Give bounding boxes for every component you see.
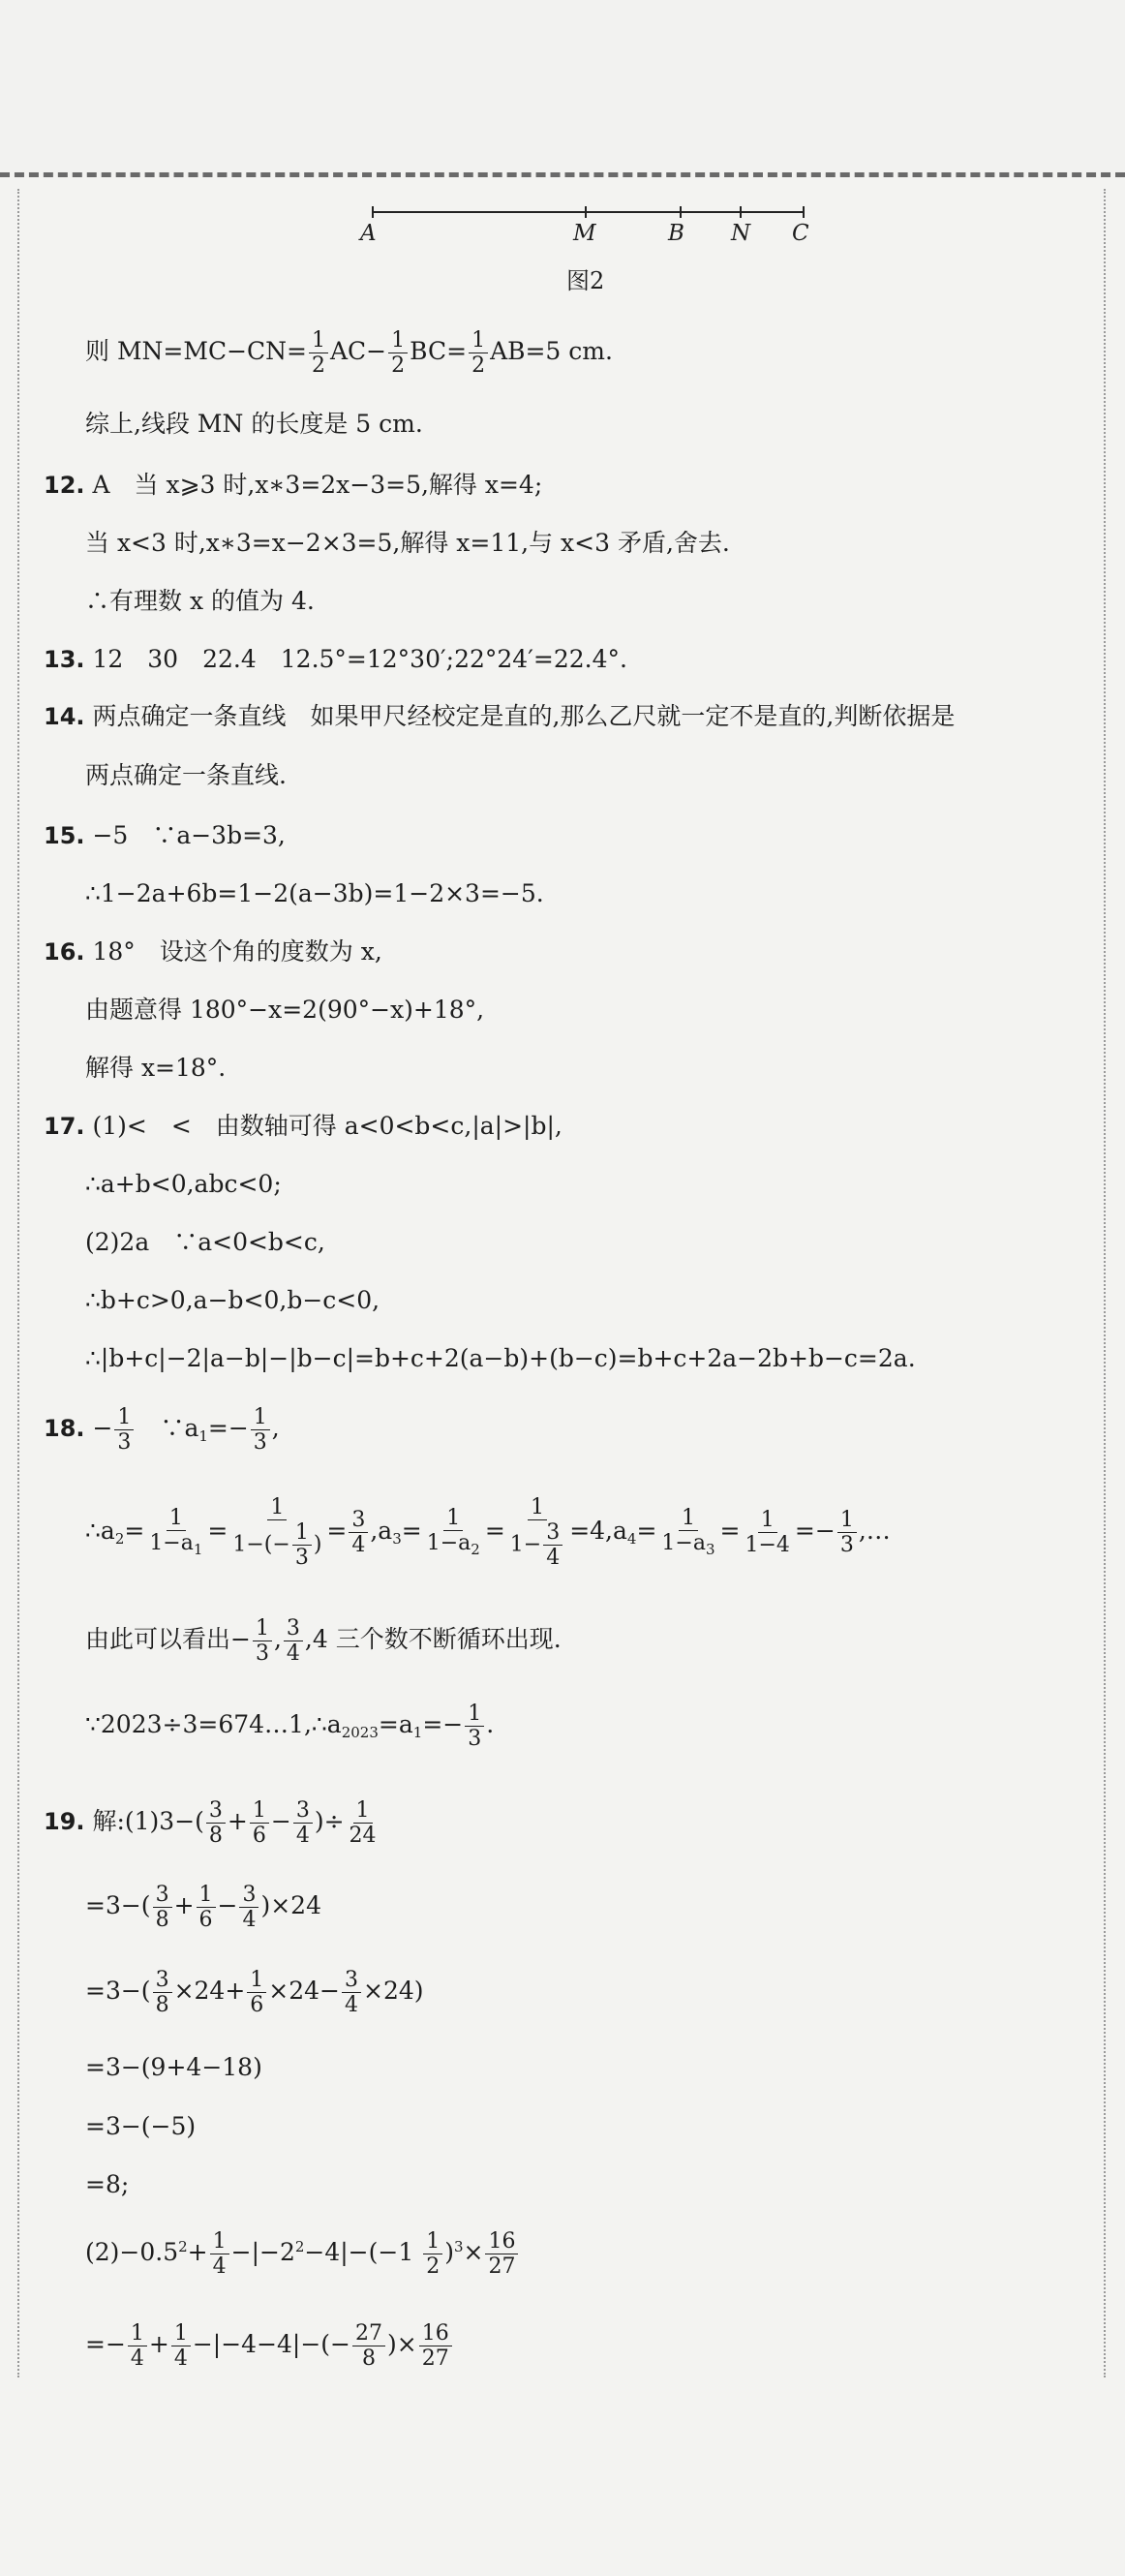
line-mn-conclusion: 综上,线段 MN 的长度是 5 cm. (85, 410, 423, 438)
point-label-n: N (731, 221, 751, 246)
point-label-a: A (360, 221, 377, 246)
q19-line-h: =− $\frac{1}{4}$ + $\frac{1}{4}$ −|−4−4|−(− $\frac{27}{8}$ )× $\frac{16}{27}$ (85, 2322, 454, 2370)
figure-caption: 图2 (566, 267, 605, 294)
q19-line-b: =3−( $\frac{3}{8}$ + $\frac{1}{6}$ − $\frac{3}{4}$ )×24 (85, 1883, 321, 1933)
q17-line-b: ∴a+b<0,abc<0; (85, 1170, 282, 1198)
q19-line-c: =3−( $\frac{3}{8}$ ×24+ $\frac{1}{6}$ ×24− $\frac{3}{4}$ ×24) (85, 1968, 424, 2018)
q16-line-c: 解得 x=18°. (85, 1054, 227, 1082)
q19-line-e: =3−(−5) (85, 2112, 197, 2140)
q18-line-d: $\because 2023\div 3=674\dots 1,\therefore a_{2023}=a_1=-$ $\frac{1}{3}$ . (85, 1702, 495, 1752)
q14-line-b: 两点确定一条直线. (85, 761, 287, 789)
q13-line: 13. 12 30 22.4 12.5°=12°30′;22°24′=22.4°. (44, 645, 627, 673)
q16-line-b: 由题意得 180°−x=2(90°−x)+18°, (85, 996, 485, 1024)
point-label-b: B (668, 221, 684, 246)
q12-line-b: 当 x<3 时,x∗3=x−2×3=5,解得 x=11,与 x<3 矛盾,舍去. (85, 529, 730, 557)
q18-line: 18. − $\frac{1}{3}$ $\because a_1=-$ $\frac{1}{3}$ , (44, 1405, 280, 1456)
point-label-c: C (792, 221, 809, 246)
q15-line-b: ∴1−2a+6b=1−2(a−3b)=1−2×3=−5. (85, 879, 544, 907)
q18-line-c: 由此可以看出− $\frac{1}{3}$ , $\frac{3}{4}$ ,4 三个数不断循环出现. (85, 1616, 562, 1667)
q16-line: 16. 18° 设这个角的度数为 x, (44, 937, 382, 966)
dashed-separator (0, 172, 1125, 177)
q19-line-f: =8; (85, 2170, 130, 2198)
q17-line: 17. (1)< < 由数轴可得 a<0<b<c,|a|>|b|, (44, 1112, 562, 1140)
q12-line-c: ∴有理数 x 的值为 4. (85, 587, 315, 615)
q19-line-g: $(2)-0.5^2+$ $\frac{1}{4}$ $-|-2^2-4|-(-1$ $\frac{1}{2}$ )$^3$× $\frac{16}{27}$ (85, 2230, 520, 2278)
q14-line: 14. 两点确定一条直线 如果甲尺经校定是直的,那么乙尺就一定不是直的,判断依据是 (44, 702, 956, 730)
left-margin-line (17, 189, 19, 2377)
line-mn-derivation: 则 MN=MC−CN= $\frac{1}{2}$ AC− $\frac{1}{2}$ BC= $\frac{1}{2}$ AB=5 cm. (85, 328, 613, 379)
q17-line-c: (2)2a ∵a<0<b<c, (85, 1228, 325, 1256)
q17-line-e: ∴|b+c|−2|a−b|−|b−c|=b+c+2(a−b)+(b−c)=b+c+2a−2b+b−c=2a. (85, 1344, 916, 1372)
q19-line: 19. 解:(1)3−( $\frac{3}{8}$ + $\frac{1}{6}$ − $\frac{3}{4}$ )÷ $\frac{1}{24}$ (44, 1798, 377, 1849)
q17-line-d: ∴b+c>0,a−b<0,b−c<0, (85, 1286, 380, 1314)
q18-line-b: $\therefore a_2=$ $\frac{1}{1-a_1}$ = 1 1−(− $\frac{1}{3}$ ) = $\frac{3}{4}$ $,a_3=$ $\frac{1}{1-a_2}$ = 1 1− $\frac{3}{4}$ $=4,a_4=$ $\frac{1}{1-a_3}$ = $\frac{1}{1-4}$ =− $\frac{1}{3}$ ,… (85, 1495, 891, 1571)
q12-line: 12. A 当 x⩾3 时,x∗3=2x−3=5,解得 x=4; (44, 471, 543, 499)
q15-line: 15. −5 ∵a−3b=3, (44, 821, 286, 849)
q19-line-d: =3−(9+4−18) (85, 2053, 262, 2081)
point-label-m: M (573, 221, 596, 246)
top-blank-area (0, 0, 1125, 172)
right-margin-line (1104, 189, 1106, 2377)
